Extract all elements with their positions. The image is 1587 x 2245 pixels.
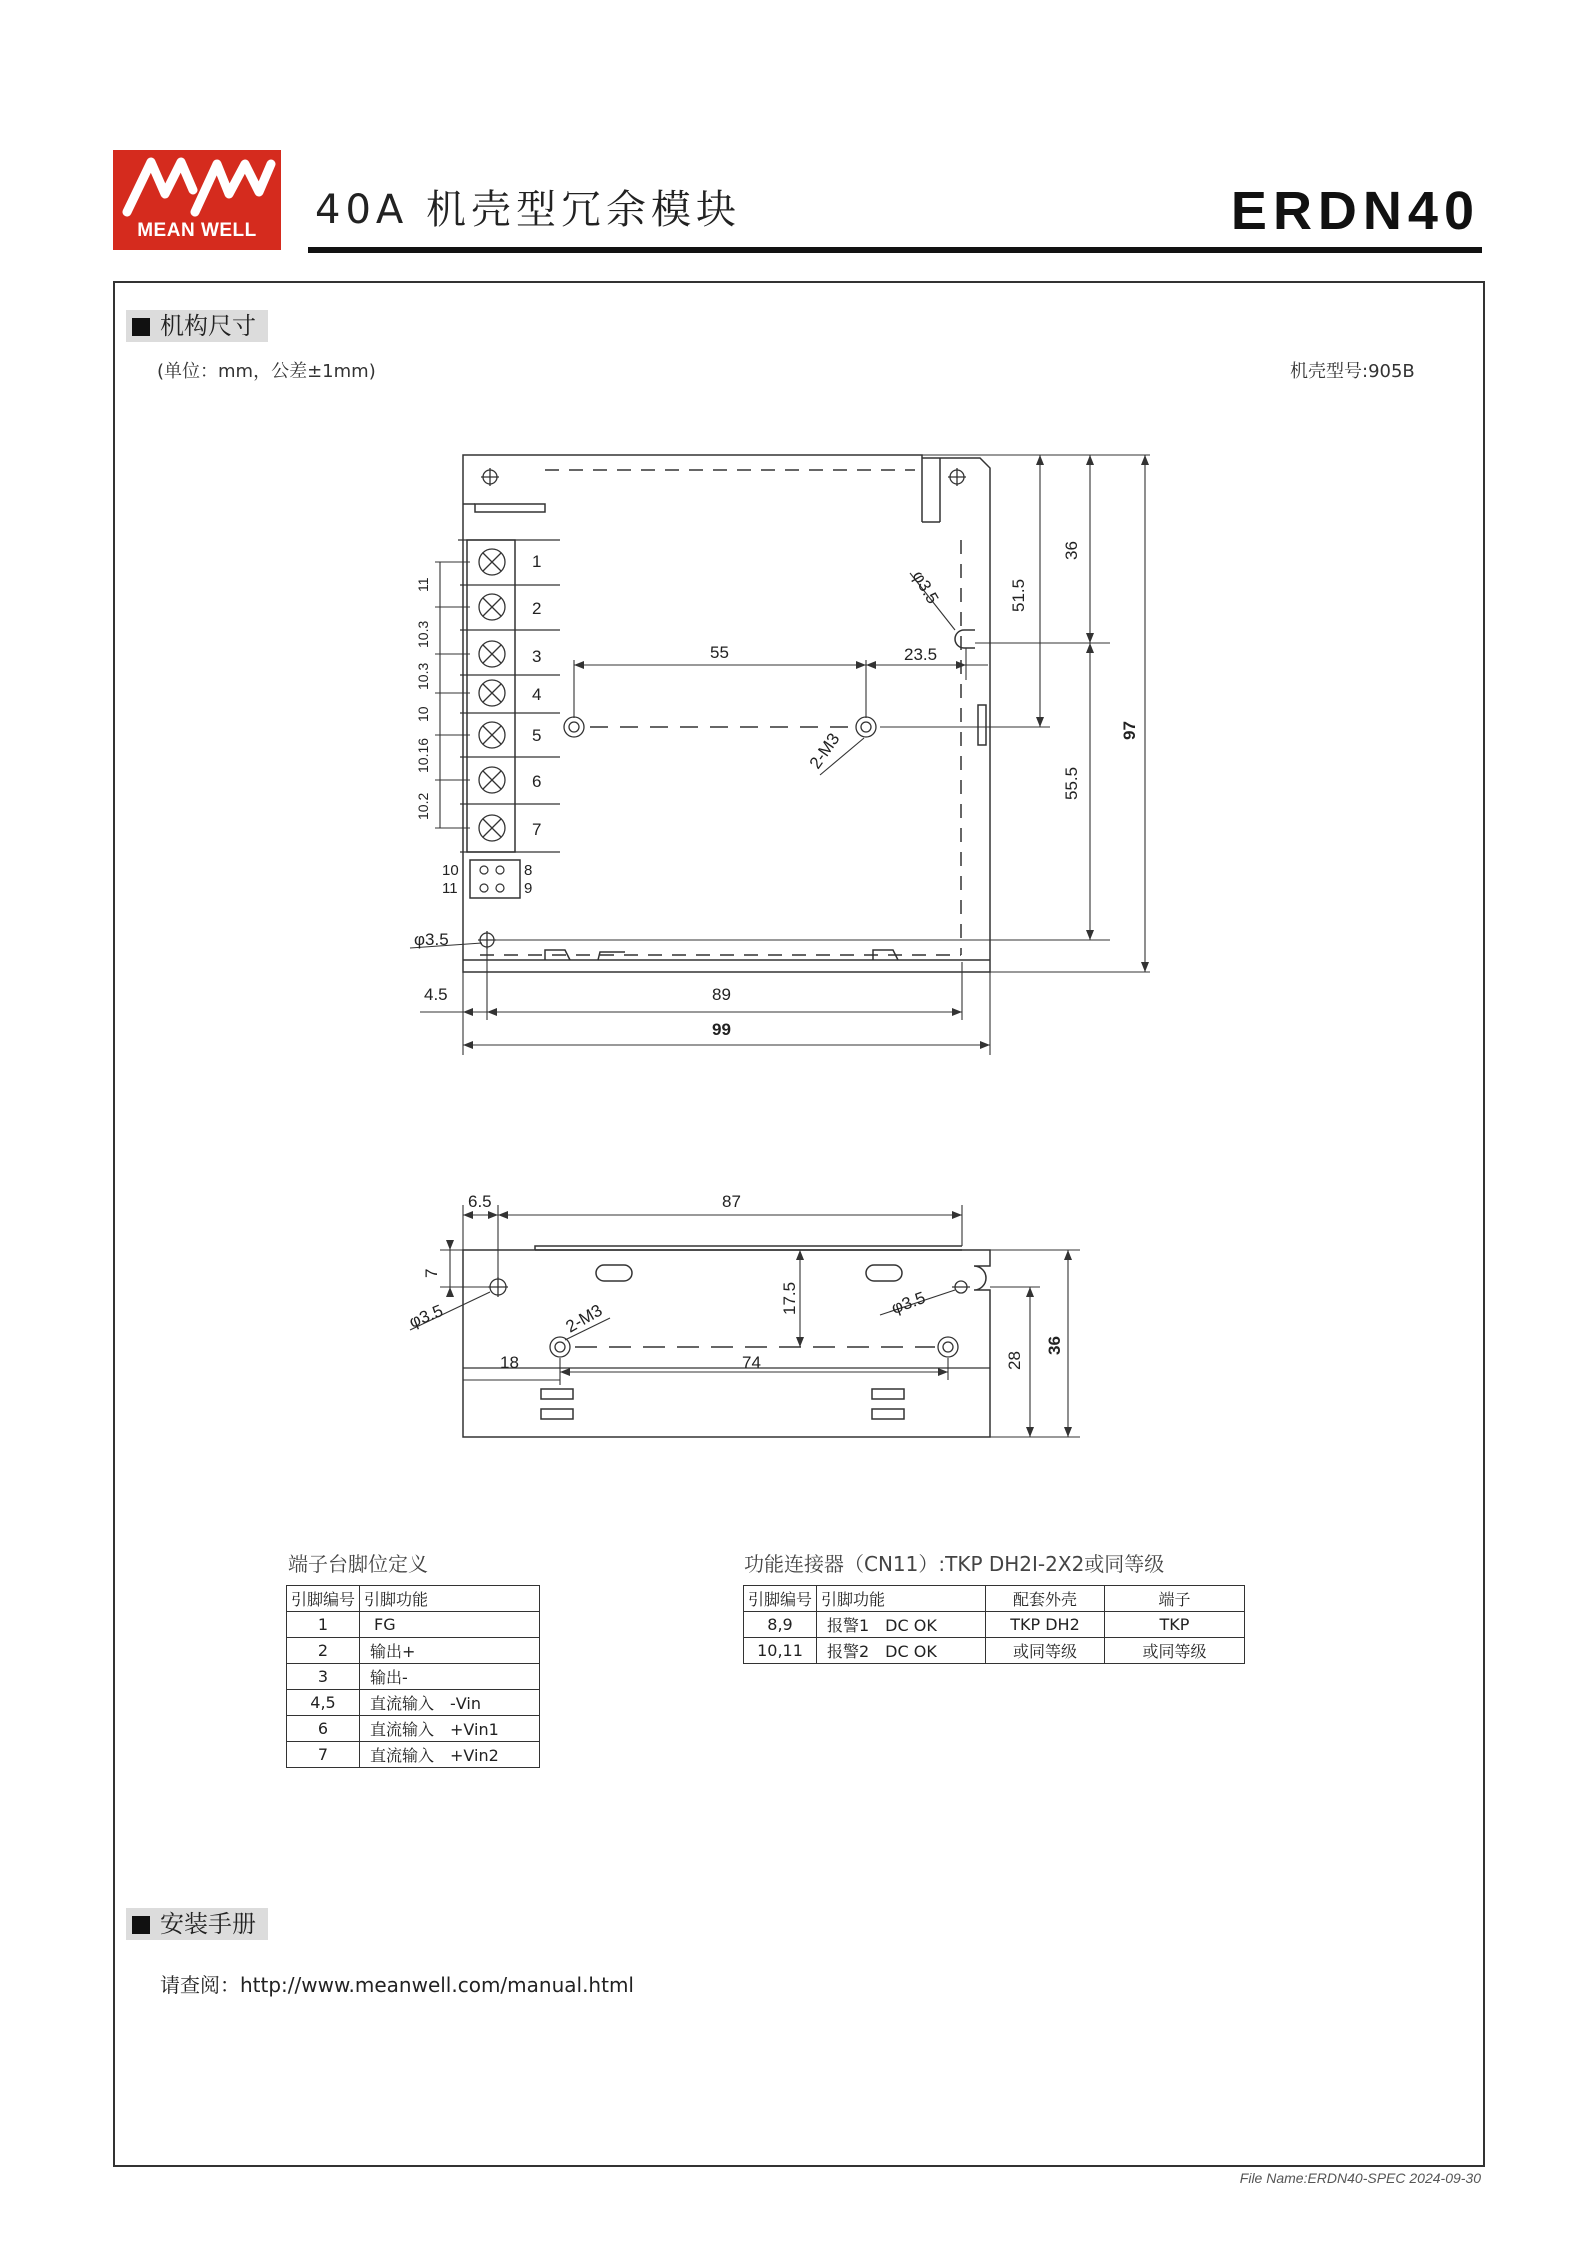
connector-label: 10 xyxy=(442,862,459,879)
pin-cell: 3 xyxy=(287,1664,360,1690)
pitch-label: 10.3 xyxy=(415,620,431,648)
table-row xyxy=(287,1690,540,1716)
connector-label: 9 xyxy=(524,880,533,897)
function-cell: 直流输入 -Vin xyxy=(360,1690,540,1716)
connector-label: 8 xyxy=(524,862,533,879)
pin-cell: 1 xyxy=(287,1612,360,1638)
table-row xyxy=(744,1638,1245,1664)
section-title: 机构尺寸 xyxy=(160,312,256,340)
terminal-table-caption: 端子台脚位定义 xyxy=(288,1552,428,1576)
pitch-label: 10.2 xyxy=(415,792,431,820)
table-row xyxy=(287,1612,540,1638)
table-header-row xyxy=(744,1586,1245,1612)
table-row xyxy=(287,1742,540,1768)
hole-label: φ3.5 xyxy=(888,1288,928,1318)
hole-label: φ3.5 xyxy=(406,1301,446,1332)
dim-74: 74 xyxy=(742,1353,761,1372)
terminal-cell: TKP xyxy=(1105,1612,1245,1638)
function-cell: FG xyxy=(360,1612,540,1638)
terminal-label: 7 xyxy=(532,820,542,839)
header-cell: 引脚编号 xyxy=(287,1586,360,1612)
function-cell: 直流输入 +Vin1 xyxy=(360,1716,540,1742)
dim-51-5: 51.5 xyxy=(1009,578,1028,612)
logo-text: MEAN WELL xyxy=(137,220,257,241)
pitch-label: 11 xyxy=(415,577,431,592)
dim-36: 36 xyxy=(1062,541,1081,560)
terminal-label: 3 xyxy=(532,647,542,666)
pin-cell: 4,5 xyxy=(287,1690,360,1716)
function-cell: 输出- xyxy=(360,1664,540,1690)
function-cell: 输出+ xyxy=(360,1638,540,1664)
dim-87: 87 xyxy=(722,1192,741,1211)
dim-36-side: 36 xyxy=(1045,1336,1064,1355)
pin-cell: 10,11 xyxy=(744,1638,817,1664)
connector-table-caption: 功能连接器（CN11）:TKP DH2I-2X2或同等级 xyxy=(744,1552,1165,1576)
header-cell: 配套外壳 xyxy=(986,1586,1105,1612)
pitch-label: 10 xyxy=(415,706,431,722)
terminal-cell: 或同等级 xyxy=(1105,1638,1245,1664)
unit-note: (单位：mm，公差±1mm) xyxy=(157,361,376,382)
hole-label: φ3.5 xyxy=(908,567,943,608)
header-cell: 引脚功能 xyxy=(360,1586,540,1612)
connector-label: 11 xyxy=(442,880,458,897)
pitch-label: 10.3 xyxy=(415,662,431,690)
m3-label: 2-M3 xyxy=(805,729,844,773)
pin-cell: 7 xyxy=(287,1742,360,1768)
square-bullet-icon xyxy=(132,1916,150,1934)
terminal-table xyxy=(286,1585,540,1768)
connector-table xyxy=(743,1585,1245,1664)
dim-23-5: 23.5 xyxy=(904,645,938,664)
terminal-label: 6 xyxy=(532,772,542,791)
terminal-label: 2 xyxy=(532,599,542,618)
header-cell: 引脚编号 xyxy=(744,1586,817,1612)
function-cell: 直流输入 +Vin2 xyxy=(360,1742,540,1768)
model-number: ERDN40 xyxy=(1230,181,1480,241)
page-title: 40A 机壳型冗余模块 xyxy=(315,187,741,233)
table-row xyxy=(287,1664,540,1690)
dim-55-5: 55.5 xyxy=(1062,766,1081,800)
table-header-row xyxy=(287,1586,540,1612)
hole-label: φ3.5 xyxy=(414,930,449,949)
dim-89: 89 xyxy=(712,985,731,1004)
terminal-label: 1 xyxy=(532,552,542,571)
top-view xyxy=(410,455,1150,1055)
table-row xyxy=(287,1638,540,1664)
pin-cell: 8,9 xyxy=(744,1612,817,1638)
dim-18: 18 xyxy=(500,1353,519,1372)
dim-4-5: 4.5 xyxy=(424,985,448,1004)
dim-55: 55 xyxy=(710,643,729,662)
file-footer: File Name:ERDN40-SPEC 2024-09-30 xyxy=(1239,2170,1481,2186)
dim-99: 99 xyxy=(712,1020,731,1039)
pitch-label: 10.16 xyxy=(415,737,431,773)
manual-link[interactable]: 请查阅：http://www.meanwell.com/manual.html xyxy=(160,1973,634,1997)
dim-28: 28 xyxy=(1005,1351,1024,1370)
dim-6-5: 6.5 xyxy=(468,1192,492,1211)
dim-97: 97 xyxy=(1120,721,1139,740)
table-row xyxy=(287,1716,540,1742)
case-note: 机壳型号:905B xyxy=(1290,361,1415,382)
table-row xyxy=(744,1612,1245,1638)
function-cell: 报警2 DC OK xyxy=(817,1638,986,1664)
pin-cell: 6 xyxy=(287,1716,360,1742)
housing-cell: 或同等级 xyxy=(986,1638,1105,1664)
dim-7: 7 xyxy=(422,1268,441,1278)
header-cell: 引脚功能 xyxy=(817,1586,986,1612)
section-header-install xyxy=(126,1908,268,1940)
section-title: 安装手册 xyxy=(160,1910,256,1938)
side-view xyxy=(410,1205,1080,1437)
housing-cell: TKP DH2 xyxy=(986,1612,1105,1638)
function-cell: 报警1 DC OK xyxy=(817,1612,986,1638)
m3-label: 2-M3 xyxy=(562,1300,606,1337)
pin-cell: 2 xyxy=(287,1638,360,1664)
terminal-label: 5 xyxy=(532,726,542,745)
dim-17-5: 17.5 xyxy=(780,1281,799,1315)
header-cell: 端子 xyxy=(1105,1586,1245,1612)
terminal-label: 4 xyxy=(532,685,542,704)
terminal-screws xyxy=(460,549,560,852)
